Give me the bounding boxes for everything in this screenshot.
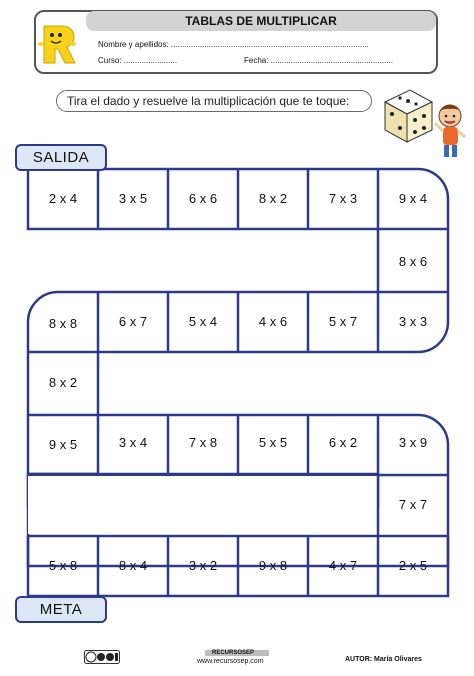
board-cell: 9 x 4 bbox=[398, 191, 428, 206]
instruction-text: Tira el dado y resuelve la multiplicación que te toque: bbox=[56, 90, 372, 112]
board-cell: 8 x 2 bbox=[48, 375, 78, 390]
board-cell: 5 x 5 bbox=[258, 435, 288, 450]
board-cell: 7 x 3 bbox=[328, 191, 358, 206]
end-label: META bbox=[15, 596, 107, 623]
board-cell: 8 x 2 bbox=[258, 191, 288, 206]
board-cell: 4 x 7 bbox=[328, 558, 358, 573]
creative-commons-icon bbox=[84, 650, 120, 664]
board-cell: 9 x 5 bbox=[48, 437, 78, 452]
board-cell: 5 x 4 bbox=[188, 314, 218, 329]
board-cell: 4 x 6 bbox=[258, 314, 288, 329]
board-cell: 8 x 4 bbox=[118, 558, 148, 573]
brand-label: RECURSOSEP bbox=[212, 650, 255, 656]
date-field[interactable]: Fecha: ....................................................... bbox=[244, 56, 393, 65]
board-cell: 8 x 6 bbox=[398, 254, 428, 269]
board-cell: 6 x 2 bbox=[328, 435, 358, 450]
board-cell: 9 x 8 bbox=[258, 558, 288, 573]
worksheet-title: TABLAS DE MULTIPLICAR bbox=[86, 11, 436, 31]
author-label: AUTOR: María Olivares bbox=[345, 656, 422, 663]
start-label: SALIDA bbox=[15, 144, 107, 171]
board-cell: 3 x 4 bbox=[118, 435, 148, 450]
course-field[interactable]: Curso: ........................ bbox=[98, 56, 178, 65]
board-cell: 6 x 7 bbox=[118, 314, 148, 329]
name-field[interactable]: Nombre y apellidos: ......................................................................................... bbox=[98, 40, 369, 49]
board-cell: 3 x 5 bbox=[118, 191, 148, 206]
board-cell: 3 x 2 bbox=[188, 558, 218, 573]
board-cell: 7 x 8 bbox=[188, 435, 218, 450]
website-link[interactable]: www.recursosep.com bbox=[197, 658, 264, 665]
board-cell: 5 x 8 bbox=[48, 558, 78, 573]
board-cell: 2 x 4 bbox=[48, 191, 78, 206]
board-cell: 8 x 8 bbox=[48, 316, 78, 331]
board-cell: 7 x 7 bbox=[398, 497, 428, 512]
board-cell: 2 x 5 bbox=[398, 558, 428, 573]
board-cell: 6 x 6 bbox=[188, 191, 218, 206]
board-cell: 3 x 3 bbox=[398, 314, 428, 329]
board-cell: 5 x 7 bbox=[328, 314, 358, 329]
board-cell: 3 x 9 bbox=[398, 435, 428, 450]
